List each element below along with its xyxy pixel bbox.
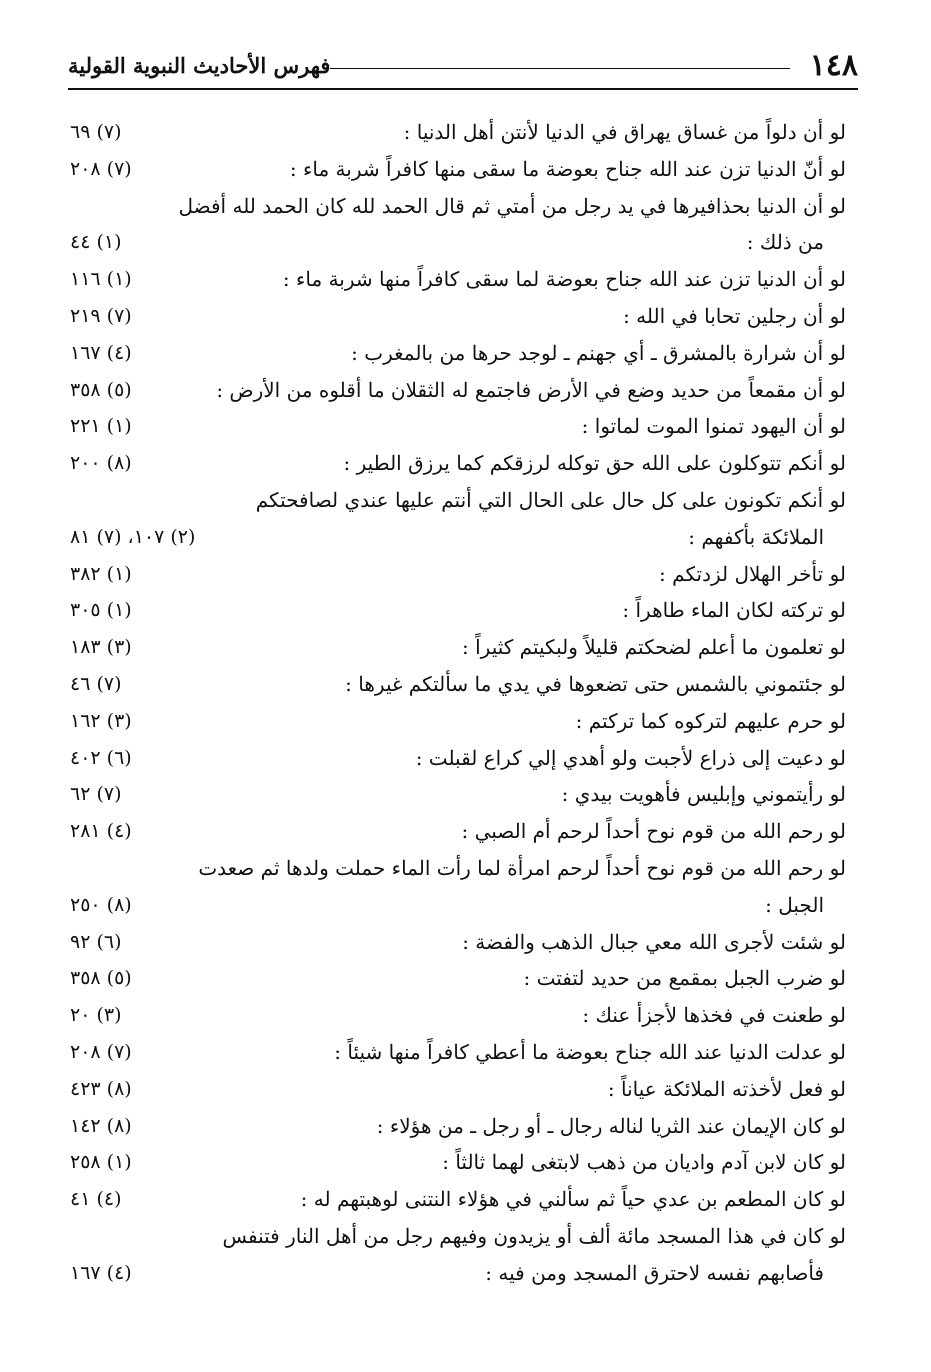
running-title: فهرس الأحاديث النبوية القولية [68,53,331,78]
entry-reference: (٨) ٢٠٠ [70,452,132,475]
entry-reference: (٥) ٣٥٨ [70,378,132,401]
index-entry [70,261,846,298]
entry-reference: (٧) ٦٩ [70,121,122,143]
entry-reference: (٧) ٢١٩ [70,304,132,327]
entry-text: لو أن رجلين تحابا في الله : [623,303,846,328]
index-entry [70,1144,846,1181]
entry-text: لو رحم الله من قوم نوح أحداً لرحم أم الصبي : [461,819,846,844]
entry-text: لو فعل لأخذته الملائكة عياناً : [607,1076,846,1101]
entry-text: لو ضرب الجبل بمقمع من حديد لتفتت : [523,966,846,991]
hadith-index-list [70,114,846,1292]
entry-reference: (٧) ٤٦ [70,672,122,695]
entry-reference: (١) ٣٠٥ [70,599,132,622]
index-entry [70,1034,846,1071]
entry-reference: (٣) ٢٠ [70,1004,122,1027]
entry-text: لو رحم الله من قوم نوح أحداً لرحم امرأة لما رأت الماء حملت ولدها ثم صعدت [198,855,846,880]
index-entry [70,592,846,629]
index-entry [70,1218,846,1292]
index-entry [70,629,846,666]
entry-reference: (١) ٣٨٢ [70,562,132,585]
entry-text: لو أنكم تتوكلون على الله حق توكله لرزقكم كما يرزق الطير : [343,451,846,476]
index-entry [70,335,846,372]
header-rule [330,68,790,69]
entry-reference: (٤) ٢٨١ [70,820,132,843]
index-entry [70,1071,846,1108]
entry-continuation: فأصابهم نفسه لاحترق المسجد ومن فيه : [485,1260,824,1285]
index-entry [70,1108,846,1145]
index-entry [70,445,846,482]
entry-text: لو أن الدنيا بحذافيرها في يد رجل من أمتي ثم قال الحمد لله كان الحمد لله أفضل [178,193,846,218]
entry-reference: (١) ٢٥٨ [70,1151,132,1174]
entry-reference: (٤) ٤١ [70,1188,122,1211]
entry-text: لو أن مقمعاً من حديد وضع في الأرض فاجتمع له الثقلان ما أقلوه من الأرض : [216,377,846,402]
entry-reference: (٥) ٣٥٨ [70,967,132,990]
entry-reference: (٤) ١٦٧ [70,341,132,364]
entry-text: لو شئت لأجرى الله معي جبال الذهب والفضة : [462,929,846,954]
entry-reference: (٣) ١٨٣ [70,636,132,659]
entry-text: لو كان المطعم بن عدي حياً ثم سألني في هؤلاء النتنى لوهبتهم له : [300,1187,846,1212]
entry-text: لو أن الدنيا تزن عند الله جناح بعوضة لما سقى كافراً منها شربة ماء : [282,267,846,292]
entry-reference: (٧) ٢٠٨ [70,157,132,180]
entry-text: لو تأخر الهلال لزدتكم : [659,561,846,586]
entry-text: لو حرم عليهم لتركوه كما تركتم : [575,708,846,733]
index-entry [70,372,846,409]
entry-reference: (٨) ١٤٢ [70,1114,132,1137]
index-entry [70,850,846,924]
entry-text: لو أنّ الدنيا تزن عند الله جناح بعوضة ما سقى منها كافراً شربة ماء : [289,156,846,181]
index-entry [70,482,846,556]
entry-text: لو تعلمون ما أعلم لضحكتم قليلاً ولبكيتم كثيراً : [462,635,846,660]
page-number: ١٤٨ [809,48,858,83]
entry-text: لو كان في هذا المسجد مائة ألف أو يزيدون وفيهم رجل من أهل النار فتنفس [222,1223,846,1248]
index-entry [70,776,846,813]
entry-reference: (٧) ٦٢ [70,783,122,806]
entry-text: لو أن شرارة بالمشرق ـ أي جهنم ـ لوجد حرها من بالمغرب : [351,340,846,365]
entry-text: لو تركته لكان الماء طاهراً : [622,598,846,623]
entry-reference: (٨) ٢٥٠ [70,893,132,916]
index-entry [70,151,846,188]
entry-reference: (٦) ٤٠٢ [70,746,132,769]
entry-reference: (٧) ٢٠٨ [70,1040,132,1063]
entry-text: لو دعيت إلى ذراع لأجبت ولو أهدي إلي كراع لقبلت : [415,745,846,770]
entry-continuation: من ذلك : [746,230,824,255]
index-entry [70,960,846,997]
entry-reference: (١) ٤٤ [70,231,122,254]
entry-text: لو كان لابن آدم واديان من ذهب لابتغى لهما ثالثاً : [442,1150,846,1175]
index-entry [70,924,846,961]
entry-text: لو أن دلواً من غساق يهراق في الدنيا لأنتن أهل الدنيا : [403,120,846,144]
index-entry [70,997,846,1034]
entry-text: لو عدلت الدنيا عند الله جناح بعوضة ما أعطي كافراً منها شيئاً : [334,1039,846,1064]
index-entry [70,188,846,262]
entry-text: لو أن اليهود تمنوا الموت لماتوا : [581,414,846,439]
index-entry [70,703,846,740]
page-header [68,48,858,90]
index-entry [70,813,846,850]
index-entry [70,740,846,777]
entry-reference: (٦) ٩٢ [70,930,122,953]
entry-reference: (٤) ١٦٧ [70,1261,132,1284]
entry-continuation: الجبل : [765,892,824,917]
index-entry [70,114,846,151]
entry-continuation: الملائكة بأكفهم : [688,524,824,549]
entry-reference: (١) ١١٦ [70,268,132,291]
entry-text: لو أنكم تكونون على كل حال على الحال التي أنتم عليها عندي لصافحتكم [255,487,846,512]
entry-reference: (٢) ١٠٧، (٧) ٨١ [70,525,196,548]
entry-text: لو رأيتموني وإبليس فأهويت بيدي : [561,782,846,807]
entry-reference: (٨) ٤٢٣ [70,1077,132,1100]
index-entry [70,298,846,335]
entry-reference: (٣) ١٦٢ [70,709,132,732]
entry-text: لو جئتموني بالشمس حتى تضعوها في يدي ما سألتكم غيرها : [345,671,846,696]
index-entry [70,556,846,593]
entry-text: لو كان الإيمان عند الثريا لناله رجال ـ أو رجل ـ من هؤلاء : [376,1113,846,1138]
index-entry [70,408,846,445]
index-entry [70,666,846,703]
index-entry [70,1181,846,1218]
entry-reference: (١) ٢٢١ [70,415,132,438]
entry-text: لو طعنت في فخذها لأجزأ عنك : [582,1003,846,1028]
